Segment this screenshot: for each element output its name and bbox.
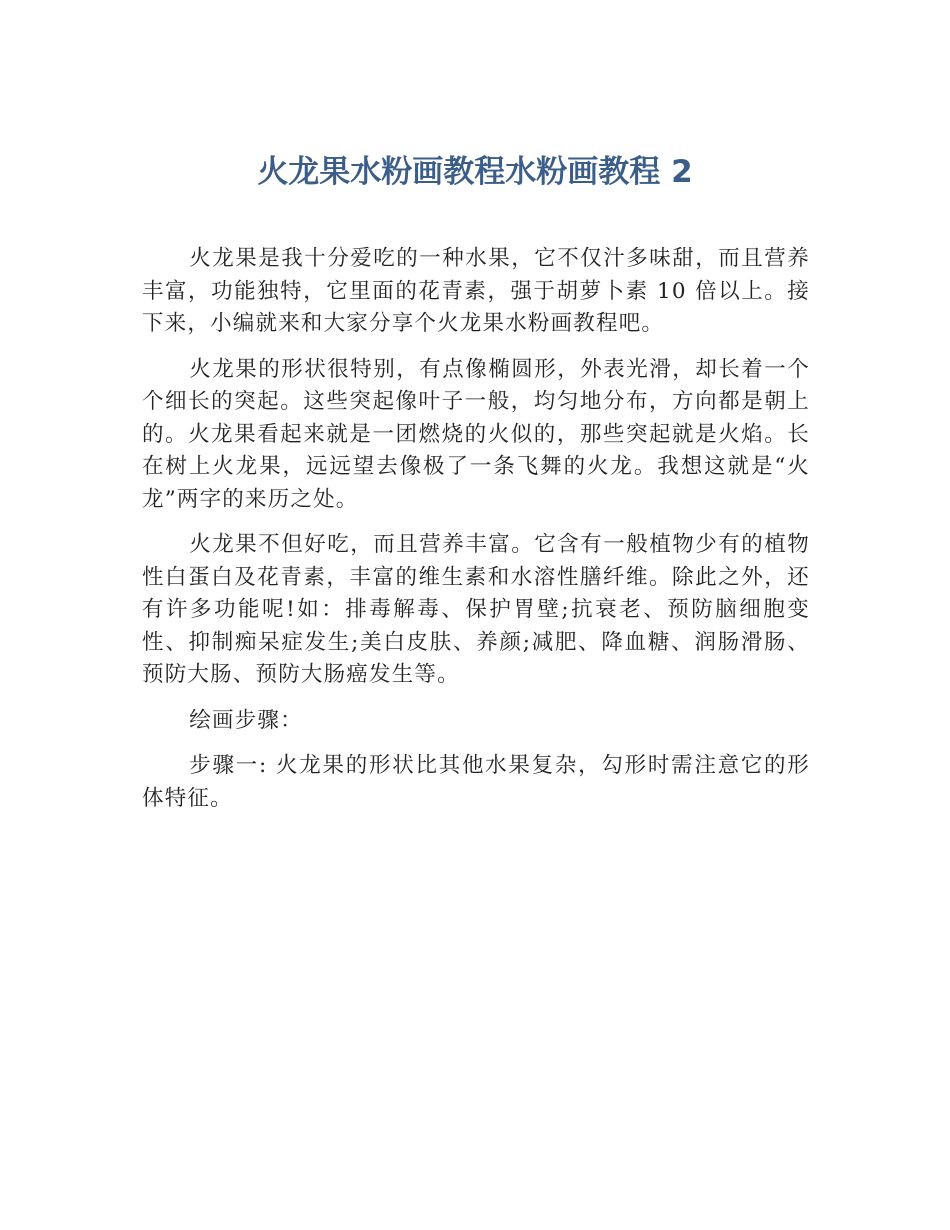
document-title: 火龙果水粉画教程水粉画教程 2 xyxy=(257,154,693,190)
paragraph-nutrition: 火龙果不但好吃，而且营养丰富。它含有一般植物少有的植物性白蛋白及花青素，丰富的维生素和水溶性膳纤维。除此之外，还有许多功能呢!如：排毒解毒、保护胃壁;抗衰老、预防脑细胞变性、抑制痴呆症发生;美白皮肤、养颜;减肥、降血糖、润肠滑肠、预防大肠、预防大肠癌发生等。 xyxy=(142,532,810,687)
paragraph-intro: 火龙果是我十分爱吃的一种水果，它不仅汁多味甜，而且营养丰富，功能独特，它里面的花青素，强于胡萝卜素 10 倍以上。接下来，小编就来和大家分享个火龙果水粉画教程吧。 xyxy=(142,246,810,336)
paragraph-step-one: 步骤一: 火龙果的形状比其他水果复杂，勾形时需注意它的形体特征。 xyxy=(142,753,810,811)
document-body xyxy=(142,243,810,828)
paragraph-steps-heading: 绘画步骤： xyxy=(189,707,303,733)
paragraph-shape: 火龙果的形状很特别，有点像椭圆形，外表光滑，却长着一个个细长的突起。这些突起像叶子一般，均匀地分布，方向都是朝上的。火龙果看起来就是一团燃烧的火似的，那些突起就是火焰。长在树上火龙果，远远望去像极了一条飞舞的火龙。我想这就是“火龙”两字的来历之处。 xyxy=(142,356,810,512)
